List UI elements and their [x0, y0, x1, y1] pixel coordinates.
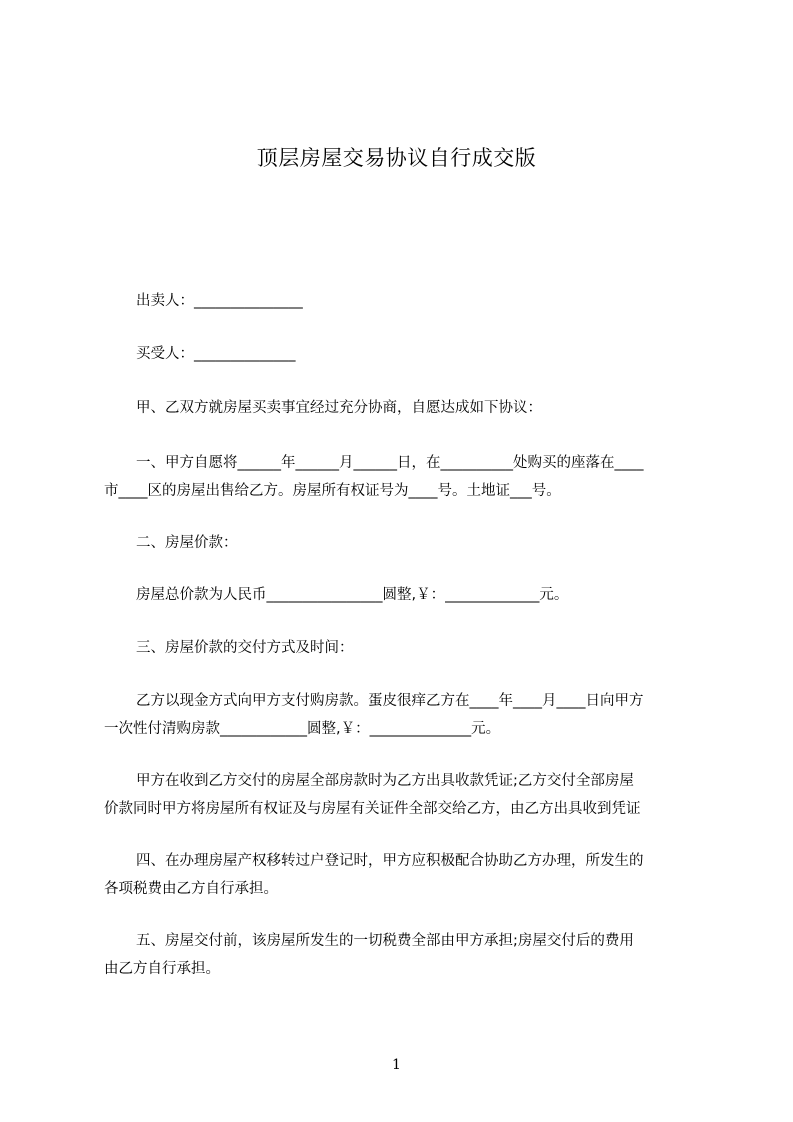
clause-1-line-1: 一、甲方自愿将______年______月______日，在__________处购买的座落在____ [136, 455, 644, 471]
clause-2-total-price: 房屋总价款为人民币________________圆整,￥：_____________元。 [136, 587, 569, 603]
clause-3-payment-line-1: 乙方以现金方式向甲方支付购房款。蛋皮很痒乙方在____年____月____日向甲方 [136, 693, 644, 709]
document-title: 顶层房屋交易协议自行成交版 [256, 146, 537, 170]
clause-5-line-2: 由乙方自行承担。 [104, 961, 220, 977]
clause-3-payment-line-2: 一次性付清购房款____________圆整,￥：______________元。 [104, 721, 501, 737]
clause-4-line-2: 各项税费由乙方自行承担。 [104, 881, 278, 897]
page-number: 1 [392, 1057, 401, 1073]
clause-2-heading: 二、房屋价款： [136, 535, 238, 551]
receipt-line-1: 甲方在收到乙方交付的房屋全部房款时为乙方出具收款凭证;乙方交付全部房屋 [136, 773, 634, 789]
clause-5-line-1: 五、房屋交付前，该房屋所发生的一切税费全部由甲方承担;房屋交付后的费用 [136, 933, 634, 949]
clause-3-heading: 三、房屋价款的交付方式及时间： [136, 640, 354, 656]
clause-4-line-1: 四、在办理房屋产权移转过户登记时，甲方应积极配合协助乙方办理，所发生的 [136, 853, 644, 869]
buyer-line: 买受人：______________ [136, 346, 296, 362]
seller-line: 出卖人：_______________ [136, 293, 303, 309]
clause-1-line-2: 市____区的房屋出售给乙方。房屋所有权证号为____号。土地证___号。 [104, 483, 561, 499]
agreement-intro: 甲、乙双方就房屋买卖事宜经过充分协商，自愿达成如下协议： [136, 400, 542, 416]
receipt-line-2: 价款同时甲方将房屋所有权证及与房屋有关证件全部交给乙方，由乙方出具收到凭证 [104, 801, 641, 817]
